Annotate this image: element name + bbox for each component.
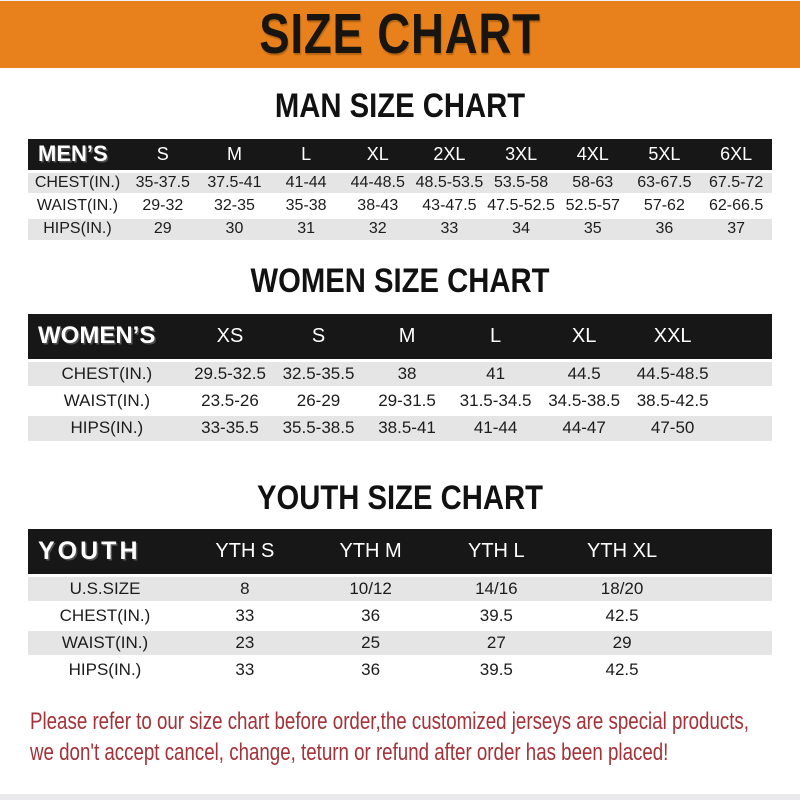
youth-measurement-row — [28, 602, 772, 629]
women-measurement-row — [28, 360, 772, 387]
header-row — [28, 139, 772, 171]
size-value-cell: 43-47.5 — [422, 196, 477, 214]
size-value-cell: 18/20 — [600, 578, 644, 598]
men-size-column-header: 2XL — [414, 139, 486, 171]
men-header-label: MEN’S — [28, 139, 127, 171]
size-value-cell: 42.5 — [605, 605, 639, 625]
size-value-cell: 29 — [153, 220, 172, 238]
spacer-cell — [717, 387, 772, 414]
men-size-column-header: S — [127, 139, 199, 171]
size-value-cell: 44-48.5 — [350, 173, 405, 191]
women-size-column-header: L — [451, 314, 540, 360]
size-value-cell: 36 — [361, 605, 381, 625]
size-value-cell: 38 — [397, 363, 417, 383]
size-chart-banner — [0, 0, 800, 68]
spacer-cell — [685, 575, 772, 602]
men-table-body — [28, 171, 772, 240]
women-size-column-header: XL — [540, 314, 629, 360]
size-value-cell: 34.5-38.5 — [548, 390, 621, 410]
men-table-header — [28, 139, 772, 171]
men-size-table — [28, 139, 772, 240]
size-value-cell: 33-35.5 — [201, 418, 259, 438]
spacer-cell — [717, 314, 772, 360]
size-value-cell: 10/12 — [349, 578, 392, 598]
row-label: HIPS(IN.) — [70, 418, 144, 438]
men-measurement-row — [28, 217, 772, 240]
women-section-heading: WOMEN SIZE CHART — [250, 262, 550, 300]
row-label: WAIST(IN.) — [63, 390, 150, 410]
row-label: CHEST(IN.) — [61, 363, 153, 383]
women-size-column-header: XS — [186, 314, 275, 360]
women-table-body — [28, 360, 772, 441]
size-value-cell: 47.5-52.5 — [487, 196, 555, 214]
size-value-cell: 63-67.5 — [637, 173, 692, 191]
youth-measurement-row — [28, 629, 772, 656]
men-size-column-header: L — [270, 139, 342, 171]
youth-size-table — [28, 529, 772, 683]
size-value-cell: 29 — [612, 632, 632, 652]
size-value-cell: 47-50 — [650, 418, 695, 438]
size-value-cell: 32.5-35.5 — [282, 363, 355, 383]
disclaimer-line-2: we don't accept cancel, change, teturn or refund after order has been placed! — [30, 739, 669, 766]
size-value-cell: 37 — [727, 220, 745, 238]
women-size-column-header: XXL — [628, 314, 717, 360]
youth-section-heading: YOUTH SIZE CHART — [257, 479, 543, 517]
youth-measurement-row — [28, 656, 772, 683]
men-measurement-row — [28, 171, 772, 194]
size-value-cell: 32 — [368, 220, 387, 238]
men-section-heading: MAN SIZE CHART — [274, 87, 526, 125]
size-value-cell: 33 — [235, 605, 255, 625]
women-size-column-header: S — [274, 314, 363, 360]
size-value-cell: 29-32 — [142, 196, 184, 214]
disclaimer-line-1: Please refer to our size chart before order,the customized jerseys are special products, — [30, 708, 750, 735]
header-row — [28, 314, 772, 360]
women-measurement-row — [28, 414, 772, 441]
row-label: CHEST(IN.) — [59, 605, 151, 625]
size-value-cell: 26-29 — [296, 390, 341, 410]
size-value-cell: 38.5-41 — [378, 418, 436, 438]
bottom-edge-strip — [0, 794, 800, 800]
women-header-label: WOMEN’S — [28, 314, 186, 360]
spacer-cell — [685, 529, 772, 575]
size-value-cell: 23 — [235, 632, 255, 652]
size-value-cell: 39.5 — [479, 660, 513, 680]
women-table-header — [28, 314, 772, 360]
youth-size-column-header: YTH XL — [559, 529, 685, 575]
men-size-column-header: M — [199, 139, 271, 171]
size-value-cell: 29-31.5 — [378, 390, 436, 410]
size-value-cell: 39.5 — [479, 605, 513, 625]
size-value-cell: 44.5 — [567, 363, 601, 383]
row-label: U.S.SIZE — [69, 578, 141, 598]
spacer-cell — [717, 414, 772, 441]
men-measurement-row — [28, 194, 772, 217]
men-size-column-header: 6XL — [700, 139, 772, 171]
size-value-cell: 42.5 — [605, 660, 639, 680]
row-label: CHEST(IN.) — [34, 173, 121, 191]
men-size-column-header: XL — [342, 139, 414, 171]
size-value-cell: 34 — [512, 220, 530, 238]
youth-measurement-row — [28, 575, 772, 602]
spacer-cell — [685, 629, 772, 656]
size-value-cell: 25 — [361, 632, 381, 652]
size-value-cell: 44.5-48.5 — [636, 363, 709, 383]
size-value-cell: 38-43 — [357, 196, 399, 214]
page-title: SIZE CHART — [259, 2, 541, 66]
size-value-cell: 29.5-32.5 — [194, 363, 266, 383]
size-value-cell: 35-37.5 — [135, 173, 190, 191]
women-size-table — [28, 314, 772, 441]
size-value-cell: 44-47 — [562, 418, 606, 438]
size-value-cell: 48.5-53.5 — [415, 173, 484, 191]
size-value-cell: 33 — [440, 220, 459, 238]
size-value-cell: 31 — [297, 220, 315, 238]
size-value-cell: 38.5-42.5 — [636, 390, 709, 410]
men-size-column-header: 5XL — [629, 139, 701, 171]
size-value-cell: 36 — [655, 220, 674, 238]
size-value-cell: 35-38 — [285, 196, 327, 214]
size-value-cell: 27 — [486, 632, 506, 652]
row-label: HIPS(IN.) — [68, 660, 142, 680]
size-value-cell: 35 — [583, 220, 602, 238]
size-value-cell: 62-66.5 — [708, 196, 764, 214]
size-value-cell: 37.5-41 — [207, 173, 262, 191]
row-label: HIPS(IN.) — [43, 220, 112, 238]
row-label: WAIST(IN.) — [61, 632, 149, 652]
size-value-cell: 30 — [225, 220, 244, 238]
spacer-cell — [685, 656, 772, 683]
youth-header-label: YOUTH — [28, 529, 182, 575]
men-size-column-header: 3XL — [485, 139, 557, 171]
size-value-cell: 52.5-57 — [565, 196, 620, 214]
youth-table-body — [28, 575, 772, 683]
men-size-column-header: 4XL — [557, 139, 629, 171]
size-value-cell: 14/16 — [475, 578, 518, 598]
size-value-cell: 36 — [361, 660, 381, 680]
size-value-cell: 57-62 — [643, 196, 685, 214]
row-label: WAIST(IN.) — [36, 196, 119, 214]
size-value-cell: 33 — [235, 660, 255, 680]
size-value-cell: 41-44 — [473, 418, 518, 438]
size-value-cell: 53.5-58 — [493, 173, 549, 191]
size-value-cell: 32-35 — [213, 196, 255, 214]
spacer-cell — [685, 602, 772, 629]
size-value-cell: 31.5-34.5 — [459, 390, 532, 410]
spacer-cell — [717, 360, 772, 387]
size-value-cell: 23.5-26 — [201, 390, 259, 410]
youth-size-column-header: YTH S — [182, 529, 308, 575]
size-value-cell: 8 — [240, 578, 250, 598]
women-measurement-row — [28, 387, 772, 414]
header-row — [28, 529, 772, 575]
size-value-cell: 41 — [486, 363, 506, 383]
women-size-column-header: M — [363, 314, 452, 360]
size-value-cell: 58-63 — [572, 173, 614, 191]
youth-size-column-header: YTH L — [433, 529, 559, 575]
size-value-cell: 35.5-38.5 — [282, 418, 355, 438]
youth-size-column-header: YTH M — [308, 529, 434, 575]
size-value-cell: 67.5-72 — [708, 173, 764, 191]
disclaimer-note — [30, 706, 800, 768]
size-value-cell: 41-44 — [285, 173, 327, 191]
youth-table-header — [28, 529, 772, 575]
